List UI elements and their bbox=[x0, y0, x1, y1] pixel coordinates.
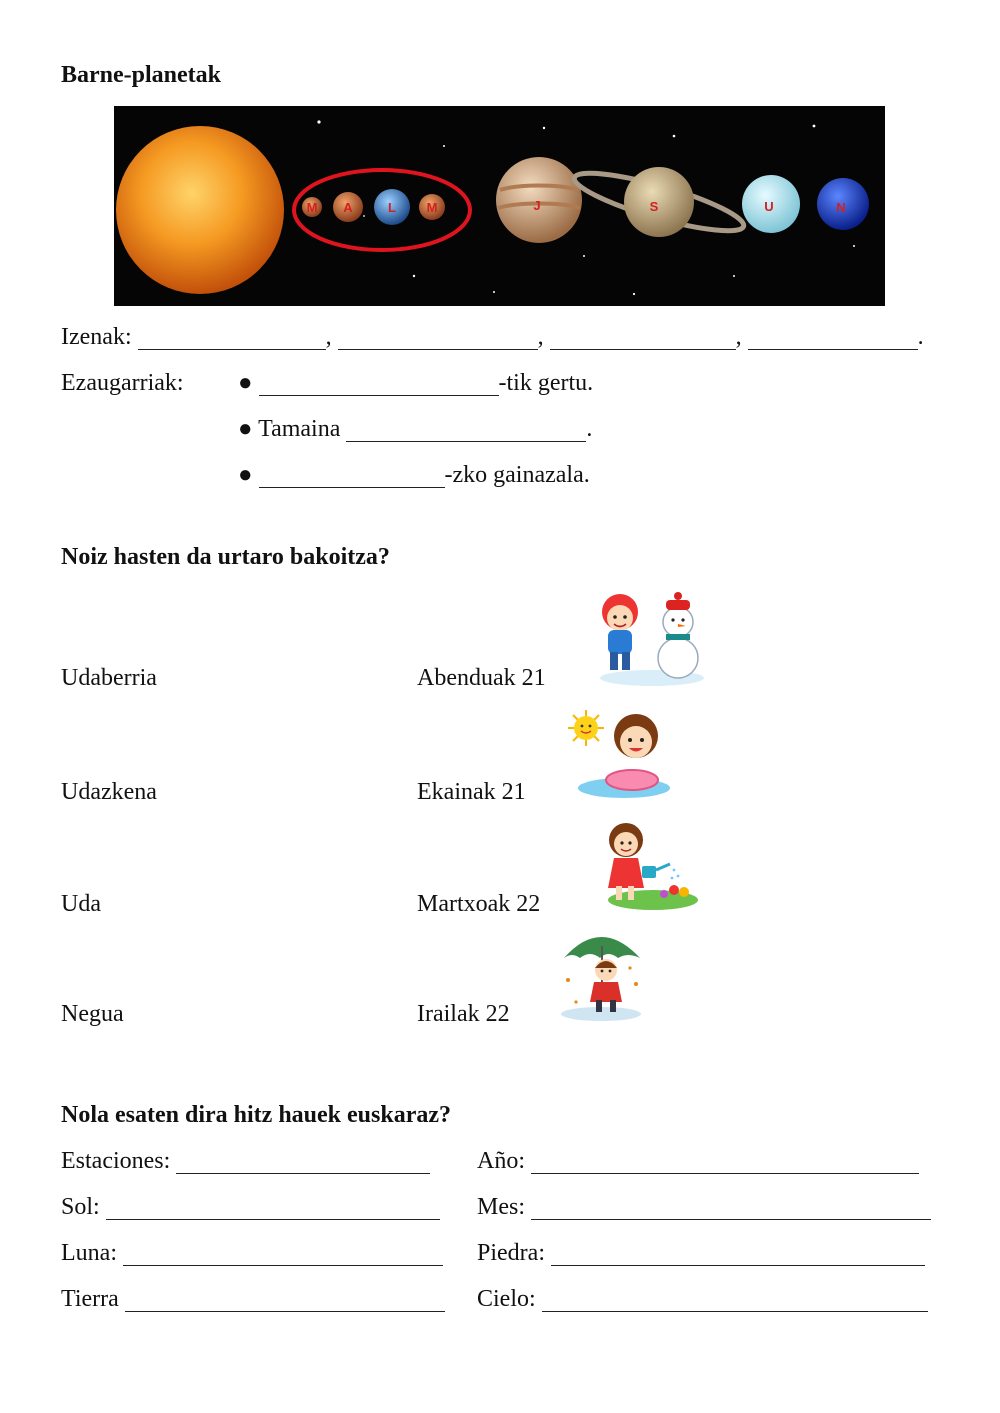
section-title-seasons: Noiz hasten da urtaro bakoitza? bbox=[61, 544, 390, 570]
saturn bbox=[624, 167, 694, 237]
translation-word-label: Tierra bbox=[61, 1286, 119, 1312]
translation-row bbox=[61, 1240, 443, 1267]
translation-row bbox=[61, 1194, 440, 1221]
season-name[interactable]: Uda bbox=[61, 891, 101, 917]
separator: , bbox=[735, 324, 742, 350]
bullet: ● bbox=[238, 416, 253, 442]
translation-word-label: Sol: bbox=[61, 1194, 100, 1220]
translation-input-sol[interactable] bbox=[106, 1195, 440, 1220]
autumn-umbrella-icon bbox=[556, 924, 646, 1024]
feature-input-1[interactable] bbox=[259, 371, 499, 396]
planet-letter: J bbox=[533, 198, 541, 213]
planet-letter: N bbox=[836, 200, 846, 215]
planet-letter: A bbox=[343, 200, 353, 215]
separator: , bbox=[537, 324, 544, 350]
section-title-inner-planets: Barne-planetak bbox=[61, 62, 222, 88]
solar-system-image bbox=[114, 106, 885, 306]
planet-name-input-1[interactable] bbox=[138, 325, 326, 350]
winter-snowman-icon bbox=[594, 582, 712, 688]
spring-watering-icon bbox=[598, 820, 698, 912]
features-label: Ezaugarriak: bbox=[61, 370, 184, 396]
bullet: ● bbox=[238, 462, 253, 488]
translation-row bbox=[61, 1148, 430, 1175]
feature-input-3[interactable] bbox=[259, 463, 445, 488]
names-row bbox=[61, 324, 924, 351]
planet-letter: M bbox=[426, 200, 438, 215]
translation-row bbox=[477, 1240, 925, 1267]
translation-row bbox=[477, 1148, 919, 1175]
season-name[interactable]: Negua bbox=[61, 1001, 124, 1027]
translation-row bbox=[477, 1194, 931, 1221]
translation-input-piedra[interactable] bbox=[551, 1241, 925, 1266]
feature2-suffix: . bbox=[586, 416, 593, 442]
season-date[interactable]: Martxoak 22 bbox=[417, 891, 541, 917]
planet-name-input-4[interactable] bbox=[748, 325, 918, 350]
planet-letter: L bbox=[388, 200, 396, 215]
feature-input-2[interactable] bbox=[346, 417, 586, 442]
translation-input-luna[interactable] bbox=[123, 1241, 443, 1266]
planet-letter: M bbox=[306, 200, 318, 215]
planet-letter: S bbox=[649, 199, 659, 214]
feature-row-1 bbox=[238, 370, 593, 397]
feature-row-3 bbox=[238, 462, 590, 489]
season-date[interactable]: Ekainak 21 bbox=[417, 779, 526, 805]
translation-input-estaciones[interactable] bbox=[176, 1149, 430, 1174]
translation-input-tierra[interactable] bbox=[125, 1287, 445, 1312]
separator: , bbox=[325, 324, 332, 350]
season-name[interactable]: Udaberria bbox=[61, 665, 157, 691]
planet-name-input-3[interactable] bbox=[550, 325, 736, 350]
translation-input-ano[interactable] bbox=[531, 1149, 919, 1174]
translation-word-label: Piedra: bbox=[477, 1240, 545, 1266]
translation-word-label: Luna: bbox=[61, 1240, 117, 1266]
translation-row bbox=[61, 1286, 445, 1313]
section-title-translation: Nola esaten dira hitz hauek euskaraz? bbox=[61, 1102, 451, 1128]
translation-row bbox=[477, 1286, 928, 1313]
feature-row-2 bbox=[238, 416, 592, 443]
feature1-suffix: -tik gertu. bbox=[498, 370, 594, 396]
feature3-suffix: -zko gainazala. bbox=[444, 462, 590, 488]
planet-name-input-2[interactable] bbox=[338, 325, 538, 350]
translation-word-label: Estaciones: bbox=[61, 1148, 171, 1174]
summer-swim-icon bbox=[566, 708, 670, 800]
translation-input-cielo[interactable] bbox=[542, 1287, 928, 1312]
sun bbox=[116, 126, 284, 294]
season-date[interactable]: Irailak 22 bbox=[417, 1001, 510, 1027]
translation-input-mes[interactable] bbox=[531, 1195, 931, 1220]
season-name[interactable]: Udazkena bbox=[61, 779, 157, 805]
feature2-prefix: Tamaina bbox=[258, 416, 341, 442]
season-date[interactable]: Abenduak 21 bbox=[417, 665, 546, 691]
bullet: ● bbox=[238, 370, 253, 396]
planet-letter: U bbox=[764, 199, 774, 214]
translation-word-label: Cielo: bbox=[477, 1286, 536, 1312]
translation-word-label: Año: bbox=[477, 1148, 525, 1174]
translation-word-label: Mes: bbox=[477, 1194, 525, 1220]
names-label: Izenak: bbox=[61, 324, 132, 350]
period: . bbox=[917, 324, 924, 350]
